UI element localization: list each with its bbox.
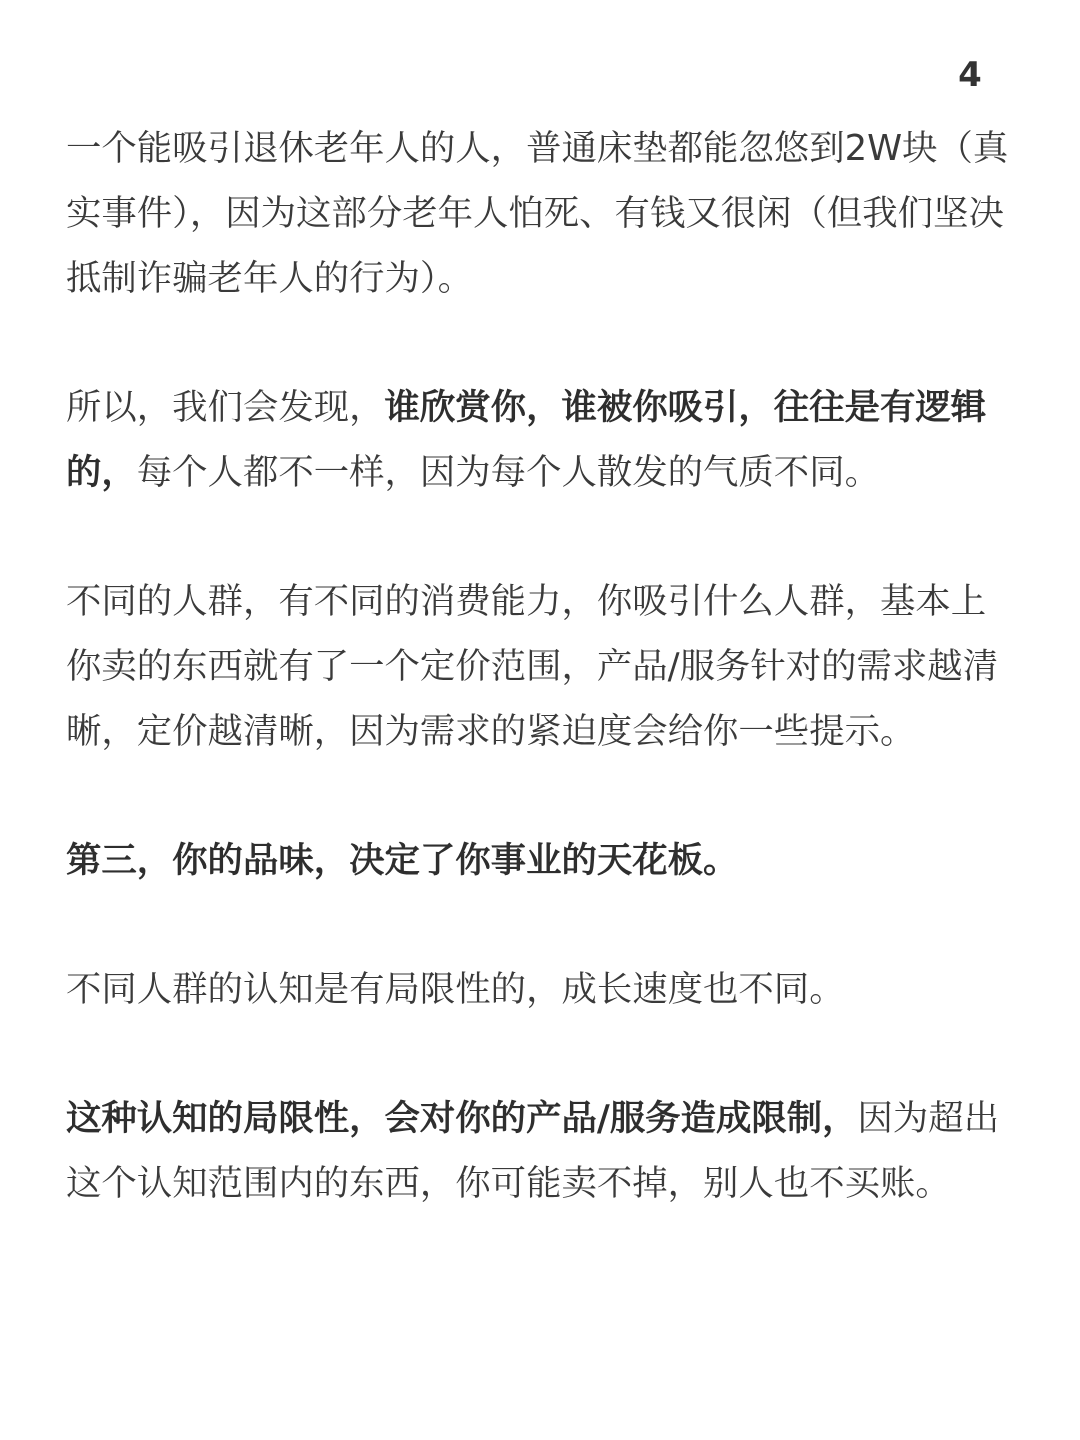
paragraph-2-emphasis: 谁欣赏你，谁被你吸引，往往是有逻辑的， [66,387,987,493]
paragraph-1: 一个能吸引退休老年人的人，普通床垫都能忽悠到2W块（真实事件），因为这部分老年人怕死、有钱又很闲（但我们坚决抵制诈骗老年人的行为）。 [66,128,1009,299]
paragraph-2-tail: 每个人都不一样，因为每个人散发的气质不同。 [136,452,880,493]
paragraph-5: 不同人群的认知是有局限性的，成长速度也不同。 [66,969,845,1010]
paragraph-3: 不同的人群，有不同的消费能力，你吸引什么人群，基本上你卖的东西就有了一个定价范围，产品/服务针对的需求越清晰，定价越清晰，因为需求的紧迫度会给你一些提示。 [66,581,999,752]
paragraph-2-lead: 所以，我们会发现， [66,387,385,428]
paragraph-6 [66,1086,1018,1216]
article-body [66,116,1018,1280]
page-number: 4 [958,55,982,95]
section-heading: 第三，你的品味，决定了你事业的天花板。 [66,840,739,881]
paragraph-2 [66,375,1018,505]
paragraph-6-emphasis: 这种认知的局限性，会对你的产品/服务造成限制， [66,1098,858,1139]
paragraph-6-tail: 因为超出这个认知范围内的东西，你可能卖不掉，别人也不买账。 [66,1098,1000,1204]
